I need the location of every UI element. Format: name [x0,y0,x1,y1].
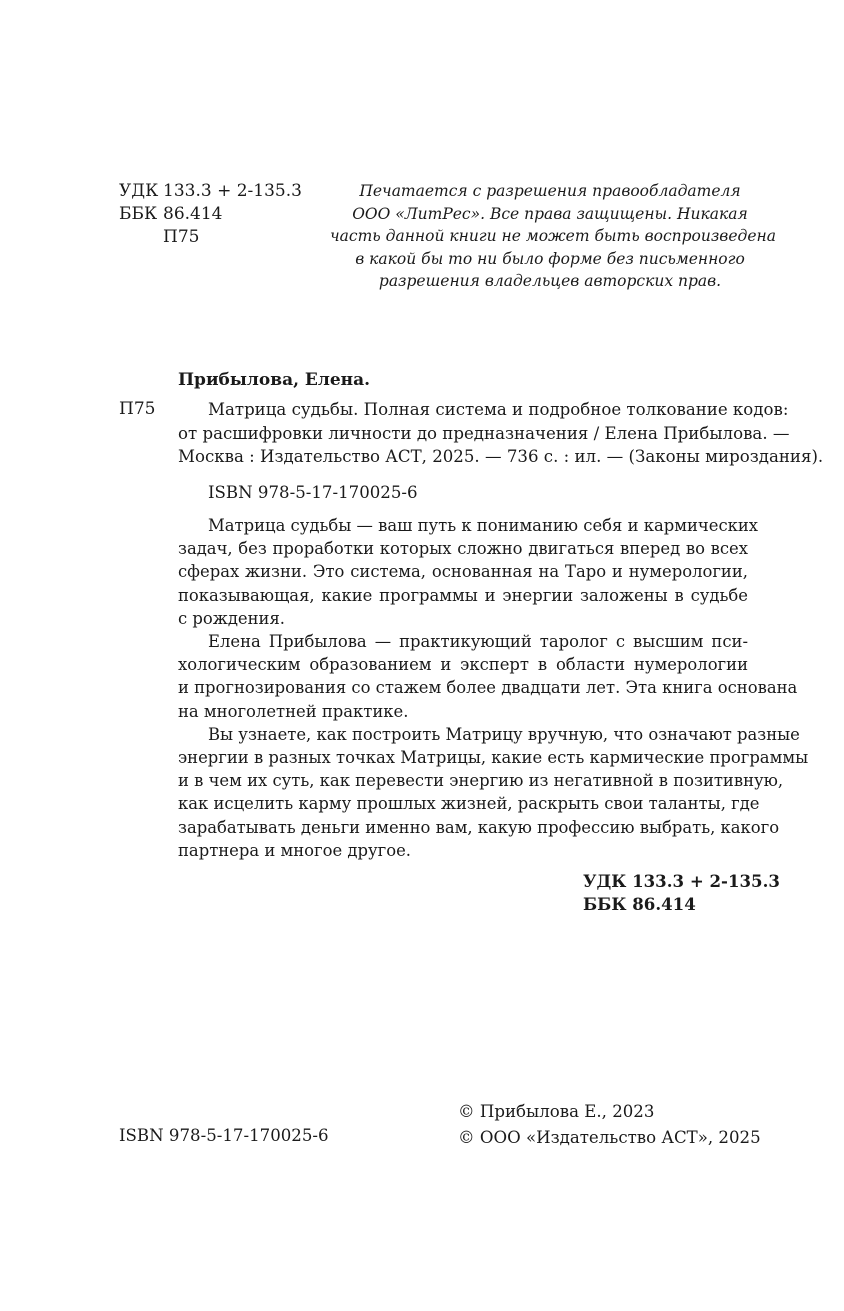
bibliographic-description [178,398,824,469]
udk-label: УДК [119,181,159,201]
bbk-bottom: ББК 86.414 [583,894,696,915]
rights-line: Печатается с разрешения правообладателя [359,182,741,200]
udk-row [119,180,302,203]
bbk-row [119,203,302,226]
bbk-value: 86.414 [163,204,223,224]
rights-line: разрешения владельцев авторских прав. [378,272,722,291]
annotation-line: хологическим образованием и эксперт в области нумерологии [178,655,748,675]
udk-bottom: УДК 133.3 + 2-135.3 [583,871,780,891]
rights-notice [330,180,776,293]
annotation-line: Вы узнаете, как построить Матрицу вручную, что означают разные [208,724,800,744]
copyright-publisher: © ООО «Издательство АСТ», 2025 [458,1127,761,1147]
annotation-line: как исцелить карму прошлых жизней, раскрыть свои таланты, где [178,794,760,814]
classification-top [119,180,302,249]
annotation-line: Матрица судьбы — ваш путь к пониманию себя и кармических [208,516,759,535]
copyright-author: © Прибылова Е., 2023 [458,1102,655,1121]
annotation-line: партнера и многое другое. [178,840,411,860]
annotation-line: зарабатывать деньги именно вам, какую профессию выбрать, какого [178,817,780,837]
rights-line: часть данной книги не может быть воспроизведена [330,227,776,246]
annotation-line: сферах жизни. Это система, основанная на Таро и нумерологии, [178,562,748,582]
udk-value: 133.3 + 2-135.3 [163,181,302,201]
annotation-paragraph [178,514,759,630]
annotation-line: на многолетней практике. [178,701,409,721]
rights-line: в какой бы то ни было форме без письменного [355,249,745,268]
annotation-line: задач, без проработки которых сложно двигаться вперед во всех [178,539,748,559]
classification-bottom [583,870,780,917]
annotation-paragraph [178,630,798,723]
annotation-paragraph [178,723,809,862]
annotation-line: энергии в разных точках Матрицы, какие есть кармические программы [178,748,809,768]
copyright-block [458,1099,761,1150]
author-heading: Прибылова, Елена. [178,370,371,390]
biblio-line: Москва : Издательство АСТ, 2025. — 736 с. : ил. — (Законы мироздания). [178,447,824,466]
biblio-line: от расшифровки личности до предназначения / Елена Прибылова. — [178,423,790,443]
annotation-line: и в чем их суть, как перевести энергию из негативной в позитивную, [178,771,784,791]
annotation-line: и прогнозирования со стажем более двадцати лет. Эта книга основана [178,678,798,698]
cutter-code [119,226,302,249]
biblio-line: Матрица судьбы. Полная система и подробное толкование кодов: [208,400,789,419]
annotation-line: Елена Прибылова — практикующий таролог с высшим пси- [208,632,748,652]
annotation-line: показывающая, какие программы и энергии заложены в судьбе [178,585,748,605]
rights-line: ООО «ЛитРес». Все права защищены. Никакая [352,204,748,223]
entry-isbn: ISBN 978-5-17-170025-6 [208,483,418,502]
bbk-label: ББК [119,204,158,224]
footer-isbn: ISBN 978-5-17-170025-6 [119,1126,329,1145]
annotation-line: с рождения. [178,608,286,628]
cutter-value: П75 [163,227,200,247]
annotation [178,514,809,862]
entry-cutter: П75 [119,399,156,419]
